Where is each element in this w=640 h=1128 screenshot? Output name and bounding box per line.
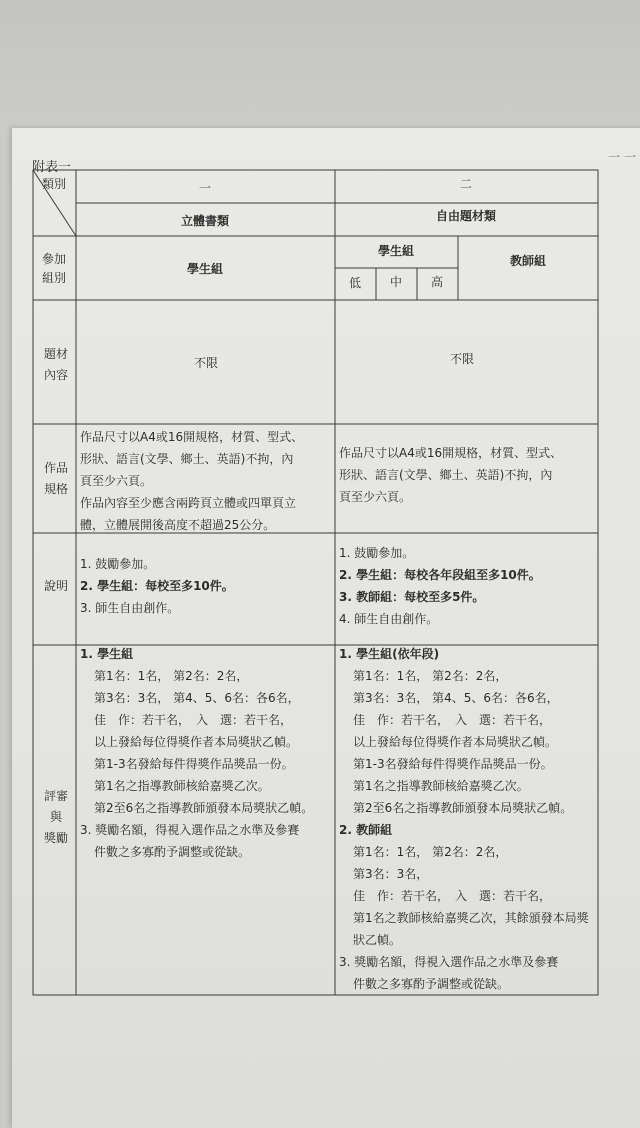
col1-awards-line: 以上發給每位得獎作者本局獎狀乙幀。 xyxy=(94,735,299,749)
col2-topic: 不限 xyxy=(449,352,475,366)
col2-notes-line: 2. 學生組：每校各年段組至多10件。 xyxy=(339,568,541,582)
col1-group: 學生組 xyxy=(186,262,224,276)
col1-notes-line: 2. 學生組：每校至多10件。 xyxy=(80,579,234,593)
col2-awards-line: 1. 學生組(依年段) xyxy=(339,647,440,661)
topic-label-1: 題材 xyxy=(43,347,69,361)
awards-label-3: 獎勵 xyxy=(43,831,69,845)
col1-topic: 不限 xyxy=(193,356,219,370)
notes-label: 說明 xyxy=(43,579,69,593)
col1-awards-line: 第1-3名發給每件得獎作品獎品一份。 xyxy=(94,757,294,771)
col2-awards-line: 狀乙幀。 xyxy=(353,933,402,947)
col1-awards-text xyxy=(80,643,313,863)
col1-spec-line: 作品尺寸以A4或16開規格，材質、型式、 xyxy=(80,430,304,444)
col1-awards-line: 件數之多寡酌予調整或從缺。 xyxy=(94,845,251,859)
awards-label-2: 與 xyxy=(49,810,63,824)
col1-awards-line: 第2至6名之指導教師頒發本局獎狀乙幀。 xyxy=(94,801,314,815)
col2-spec-line: 形狀、語言(文學、鄉土、英語)不拘，內 xyxy=(339,468,553,482)
group-label-1: 參加 xyxy=(41,252,67,266)
col2-student-group: 學生組 xyxy=(377,244,415,258)
col1-spec-line: 作品內容至少應含兩跨頁立體或四單頁立 xyxy=(80,496,297,510)
awards-label-1: 評審 xyxy=(43,789,69,803)
col2-awards-text xyxy=(339,643,589,995)
col2-awards-line: 以上發給每位得獎作者本局獎狀乙幀。 xyxy=(353,735,558,749)
col1-awards-line: 3. 獎勵名額，得視入選作品之水準及參賽 xyxy=(80,823,300,837)
col2-awards-line: 第1名之指導教師核給嘉獎乙次。 xyxy=(353,779,529,793)
col2-teacher-group: 教師組 xyxy=(509,254,547,268)
col2-awards-line: 2. 教師組 xyxy=(339,823,393,837)
col2-notes-line: 4. 師生自由創作。 xyxy=(339,612,439,626)
col1-awards-line: 1. 學生組 xyxy=(80,647,134,661)
col2-awards-line: 第1名：1名， 第2名：2名， xyxy=(353,669,508,683)
col2-awards-line: 第1名之教師核給嘉獎乙次，其餘頒發本局獎 xyxy=(353,911,589,925)
col2-mid: 中 xyxy=(389,275,403,289)
col1-spec-text xyxy=(80,426,303,536)
col2-spec-text xyxy=(339,442,562,508)
col1-notes-text xyxy=(80,553,234,619)
col2-awards-line: 第1名：1名， 第2名：2名， xyxy=(353,845,508,859)
col2-awards-line: 第3名：3名， xyxy=(353,867,429,881)
col2-high: 高 xyxy=(430,275,444,289)
page-title: 附表一 xyxy=(32,160,72,175)
col2-category: 自由題材類 xyxy=(435,209,497,223)
col2-notes-text xyxy=(339,542,541,630)
col1-notes-line: 1. 鼓勵參加。 xyxy=(80,557,156,571)
col2-awards-line: 佳 作：若干名， 入 選：若干名， xyxy=(353,713,552,727)
col2-awards-line: 第2至6名之指導教師頒發本局獎狀乙幀。 xyxy=(353,801,573,815)
col2-awards-line: 3. 獎勵名額，得視入選作品之水準及參賽 xyxy=(339,955,559,969)
group-label-2: 組別 xyxy=(41,271,67,285)
col2-spec-line: 頁至少六頁。 xyxy=(339,490,412,504)
col2-notes-line: 1. 鼓勵參加。 xyxy=(339,546,415,560)
col2-awards-line: 佳 作：若干名， 入 選：若干名， xyxy=(353,889,552,903)
category-header-label: 類別 xyxy=(42,177,67,191)
spec-label-2: 規格 xyxy=(43,482,69,496)
col1-spec-line: 頁至少六頁。 xyxy=(80,474,153,488)
col1-category: 立體書類 xyxy=(180,214,230,228)
col2-awards-line: 第3名：3名， 第4、5、6名：各6名， xyxy=(353,691,559,705)
col2-notes-line: 3. 教師組：每校至多5件。 xyxy=(339,590,485,604)
col1-awards-line: 第1名：1名， 第2名：2名， xyxy=(94,669,249,683)
col1-awards-line: 第1名之指導教師核給嘉獎乙次。 xyxy=(94,779,270,793)
col1-awards-line: 第3名：3名， 第4、5、6名：各6名， xyxy=(94,691,300,705)
col1-notes-line: 3. 師生自由創作。 xyxy=(80,601,180,615)
col2-awards-line: 件數之多寡酌予調整或從缺。 xyxy=(353,977,510,991)
col1-awards-line: 佳 作：若干名， 入 選：若干名， xyxy=(94,713,293,727)
col2-number: 二 xyxy=(459,177,473,191)
col1-spec-line: 形狀、語言(文學、鄉土、英語)不拘，內 xyxy=(80,452,294,466)
topic-label-2: 內容 xyxy=(43,368,69,382)
col2-awards-line: 第1-3名發給每件得獎作品獎品一份。 xyxy=(353,757,553,771)
col2-spec-line: 作品尺寸以A4或16開規格，材質、型式、 xyxy=(339,446,563,460)
edge-mark: 一 一 xyxy=(608,150,636,164)
spec-label-1: 作品 xyxy=(43,461,69,475)
col1-number: 一 xyxy=(198,181,212,195)
col1-spec-line: 體，立體展開後高度不超過25公分。 xyxy=(80,518,276,532)
col2-low: 低 xyxy=(348,276,362,290)
